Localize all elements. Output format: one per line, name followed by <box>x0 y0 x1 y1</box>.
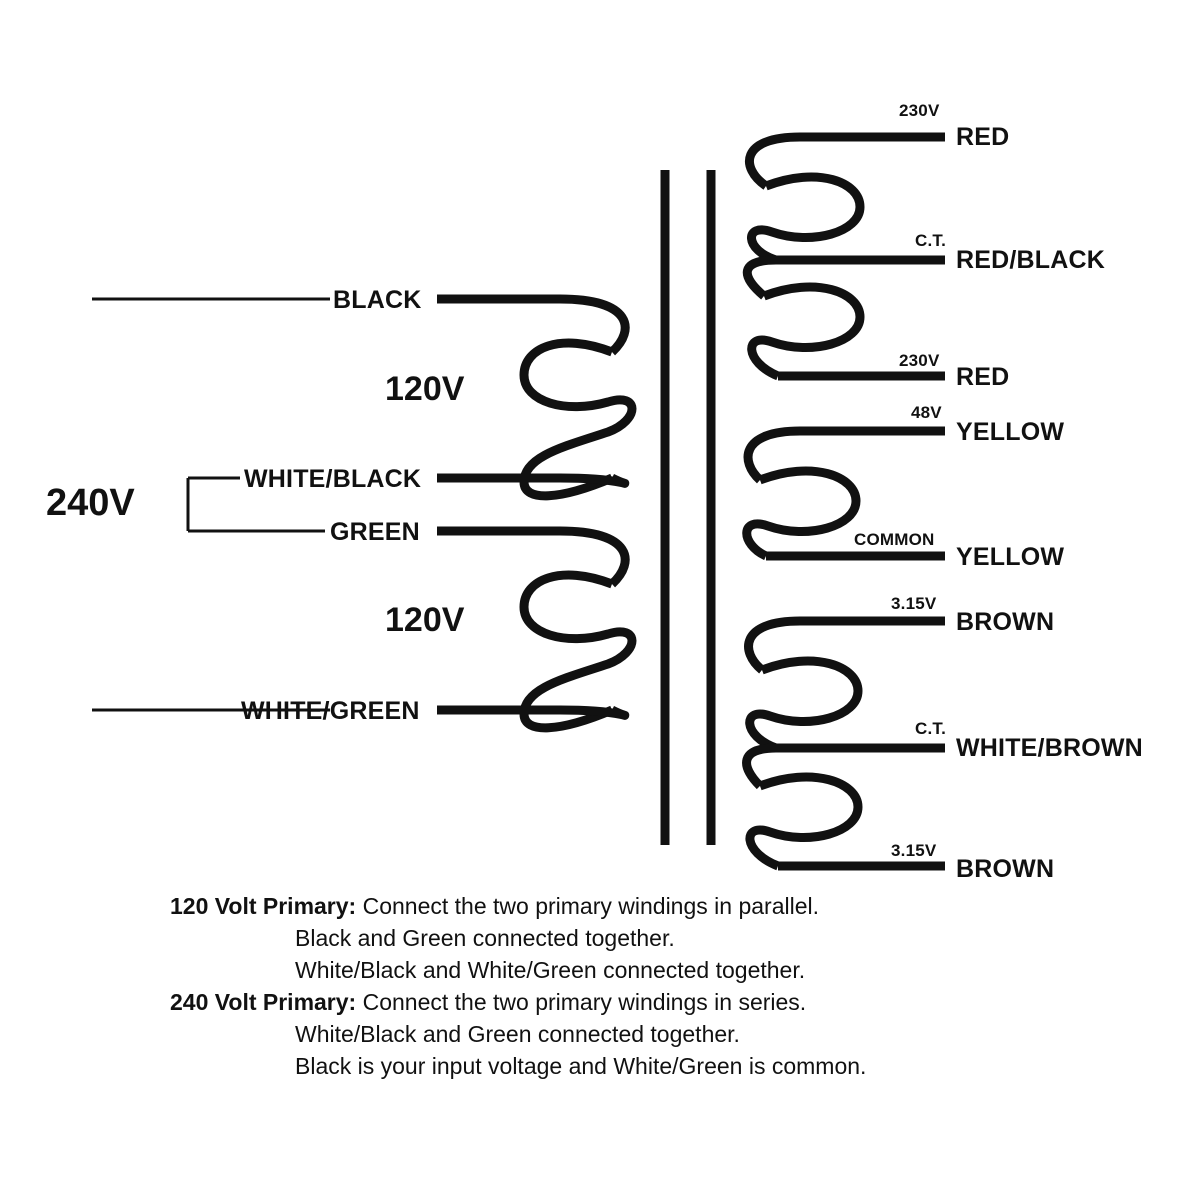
note-head-1: 120 Volt Primary: <box>170 893 357 919</box>
primary-winding-1 <box>524 343 632 496</box>
primary-wire-label-white-black: WHITE/BLACK <box>244 465 422 493</box>
secondary-wire-label-2: RED/BLACK <box>956 246 1106 274</box>
secondary-wire-label-4: YELLOW <box>956 418 1065 446</box>
secondary-winding-5 <box>750 777 858 866</box>
secondary-winding-1 <box>751 177 860 260</box>
secondary-wire-label-1: RED <box>956 123 1010 151</box>
note-line-2 <box>170 922 1070 954</box>
note-text-2: Black and Green connected together. <box>295 925 675 951</box>
secondary-wire-label-7: WHITE/BROWN <box>956 734 1143 762</box>
primary-group-voltage-label: 240V <box>46 482 135 524</box>
connection-notes <box>170 890 1070 1082</box>
note-line-5 <box>170 1018 1070 1050</box>
primary-wire-label-green: GREEN <box>330 518 420 546</box>
primary-voltage-label-1: 120V <box>385 370 465 408</box>
primary-whiteblack-lead <box>437 478 625 483</box>
secondary-winding-2 <box>752 287 860 376</box>
note-line-3 <box>170 954 1070 986</box>
secondary-wire-label-5: YELLOW <box>956 543 1065 571</box>
secondary-wire-label-3: RED <box>956 363 1010 391</box>
primary-winding-2 <box>524 575 632 728</box>
primary-wire-label-black: BLACK <box>333 286 422 314</box>
note-head-4: 240 Volt Primary: <box>170 989 357 1015</box>
secondary-winding-4 <box>750 661 858 748</box>
secondary-tap-tag-3: 230V <box>899 351 940 370</box>
note-text-3: White/Black and White/Green connected together. <box>295 957 806 983</box>
secondary-tap-tag-6: 3.15V <box>891 594 937 613</box>
note-line-1 <box>170 890 1070 922</box>
note-text-1: Connect the two primary windings in parallel. <box>356 893 819 919</box>
secondary-tap-tag-4: 48V <box>911 403 942 422</box>
note-line-4 <box>170 986 1070 1018</box>
secondary-tap-tag-2: C.T. <box>915 231 947 250</box>
note-text-4: Connect the two primary windings in series. <box>356 989 807 1015</box>
secondary-winding-3 <box>747 471 856 556</box>
secondary-wire-label-6: BROWN <box>956 608 1055 636</box>
primary-voltage-label-2: 120V <box>385 601 465 639</box>
note-text-6: Black is your input voltage and White/Green is common. <box>295 1053 867 1079</box>
secondary-wire-label-8: BROWN <box>956 855 1055 883</box>
secondary-tap-tag-1: 230V <box>899 101 940 120</box>
primary-whitegreen-lead <box>437 710 625 715</box>
primary-wire-label-white-green: WHITE/GREEN <box>241 697 420 725</box>
secondary-tap-tag-7: C.T. <box>915 719 947 738</box>
secondary-tap-tag-8: 3.15V <box>891 841 937 860</box>
secondary-tap-tag-5: COMMON <box>854 530 935 549</box>
note-text-5: White/Black and Green connected together. <box>295 1021 740 1047</box>
note-line-6 <box>170 1050 1070 1082</box>
